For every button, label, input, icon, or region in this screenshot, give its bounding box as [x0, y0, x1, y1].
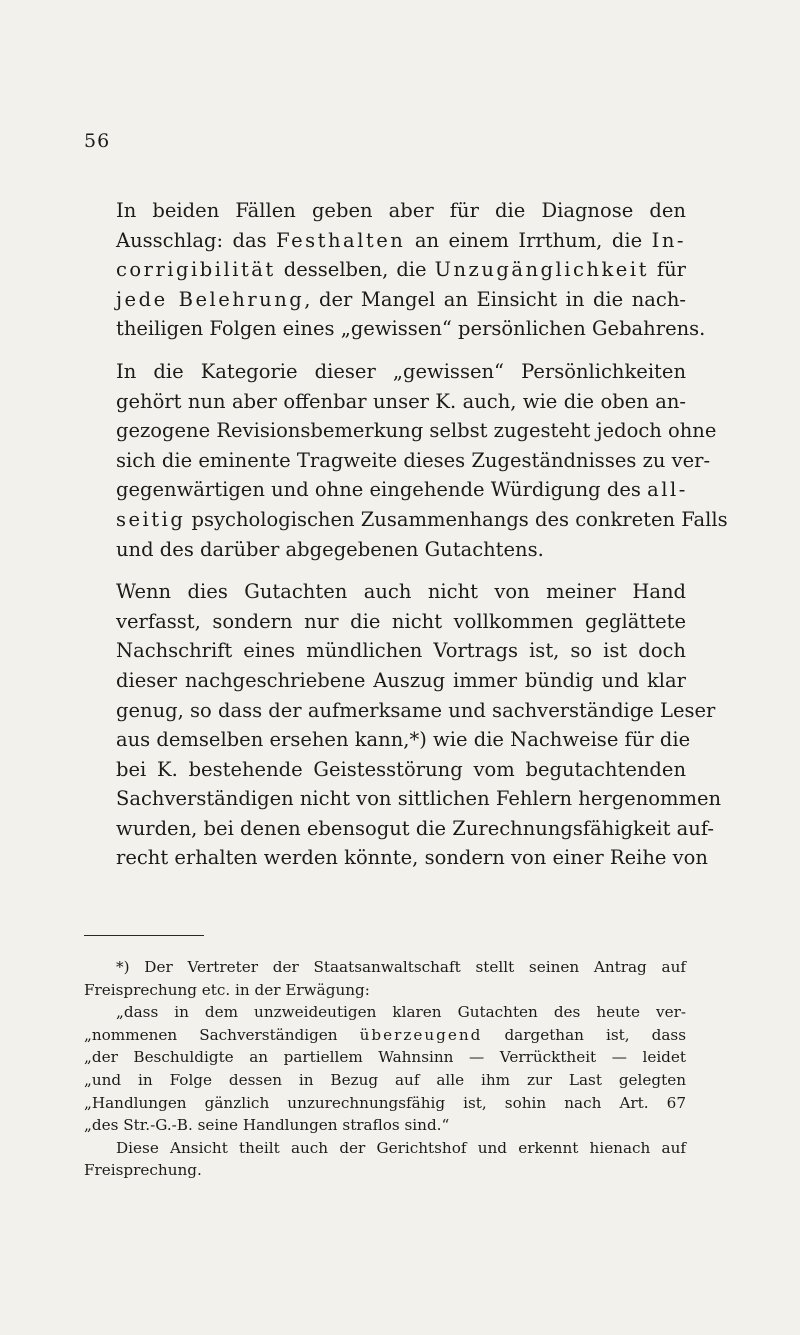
text-run: „nommenen Sachverständigen [84, 1025, 360, 1044]
text-run: und des darüber abgegebenen Gutachtens. [116, 537, 544, 561]
footnote-line [84, 1137, 686, 1160]
text-run: bei K. bestehende Geistesstörung vom begutachtenden [116, 757, 686, 781]
footnote-line [84, 1092, 686, 1115]
text-line [84, 607, 686, 637]
text-line [84, 577, 686, 607]
text-line [84, 505, 728, 535]
text-run: theiligen Folgen eines „gewissen“ persönlichen Gebahrens. [116, 317, 706, 341]
emphasized-text: jede Belehrung [116, 287, 305, 311]
text-line [84, 416, 717, 446]
footnote-line [84, 1114, 686, 1137]
text-run: gegenwärtigen und ohne eingehende Würdigung des [116, 478, 648, 502]
emphasized-text: all- [647, 478, 688, 502]
text-run: Nachschrift eines mündlichen Vortrags ist, so ist doch [116, 639, 686, 663]
text-line [84, 814, 714, 844]
text-run: desselben, die [275, 258, 435, 282]
text-run: Freisprechung etc. in der Erwägung: [84, 980, 370, 999]
text-run: recht erhalten werden könnte, sondern von einer Reihe von [116, 846, 708, 870]
text-run: für [648, 258, 686, 282]
footnote [84, 956, 686, 1182]
paragraph [84, 357, 728, 564]
text-line [84, 784, 722, 814]
emphasized-text: seitig [116, 507, 186, 531]
text-run: In die Kategorie dieser „gewissen“ Persönlichkeiten [116, 359, 686, 383]
text-line [84, 314, 706, 344]
text-run: Freisprechung. [84, 1161, 202, 1180]
footnote-line [84, 1159, 686, 1182]
text-line [84, 843, 708, 873]
text-run: „Handlungen gänzlich unzurechnungsfähig ist, sohin nach Art. 67 [84, 1093, 686, 1112]
text-run: verfasst, sondern nur die nicht vollkommen geglättete [116, 609, 686, 633]
text-line [84, 387, 686, 417]
text-line [84, 666, 686, 696]
text-line [84, 636, 686, 666]
text-line [84, 725, 691, 755]
text-line [84, 475, 686, 505]
emphasized-text: Unzugänglichkeit [434, 258, 649, 282]
text-line [84, 446, 711, 476]
emphasized-text: In- [651, 228, 686, 252]
text-line [84, 357, 686, 387]
text-run: aus demselben ersehen kann,*) wie die Nachweise für die [116, 728, 691, 752]
text-run: psychologischen Zusammenhangs des conkreten Falls [185, 507, 728, 531]
text-run: „und in Folge dessen in Bezug auf alle ihm zur Last gelegten [84, 1070, 686, 1089]
text-run: *) Der Vertreter der Staatsanwaltschaft stellt seinen Antrag auf [116, 958, 686, 976]
footnote-line [84, 1001, 686, 1024]
text-line [84, 226, 686, 256]
text-run: dargethan ist, dass [482, 1025, 686, 1044]
text-run: dieser nachgeschriebene Auszug immer bündig und klar [116, 668, 686, 692]
text-run: Diese Ansicht theilt auch der Gerichtshof und erkennt hienach auf [116, 1138, 686, 1157]
text-run: „dass in dem unzweideutigen klaren Gutachten des heute ver- [116, 1003, 686, 1022]
text-run: In beiden Fällen geben aber für die Diagnose den [116, 199, 686, 222]
footnote-line [84, 1046, 686, 1069]
page-number: 56 [84, 130, 111, 152]
text-run: wurden, bei denen ebensogut die Zurechnungsfähigkeit auf- [116, 816, 714, 840]
paragraph [84, 196, 706, 344]
text-run: Ausschlag: das [116, 228, 277, 252]
text-run: sich die eminente Tragweite dieses Zugeständnisses zu ver- [116, 448, 711, 472]
text-run: genug, so dass der aufmerksame und sachverständige Leser [116, 698, 716, 722]
footnote-divider [84, 935, 204, 936]
text-line [84, 535, 686, 565]
text-line [84, 696, 716, 726]
emphasized-text: corrigibilität [116, 258, 276, 282]
text-run: gezogene Revisionsbemerkung selbst zugesteht jedoch ohne [116, 419, 717, 443]
text-run: „der Beschuldigte an partiellem Wahnsinn — Verrücktheit — leidet [84, 1048, 686, 1067]
emphasized-text: Festhalten [276, 228, 406, 252]
text-run: , der Mangel an Einsicht in die nach- [304, 287, 686, 311]
text-line [84, 755, 686, 785]
footnote-line [84, 1024, 686, 1047]
main-text [84, 196, 728, 886]
text-run: Sachverständigen nicht von sittlichen Fehlern hergenommen [116, 787, 722, 811]
footnote-line [84, 1069, 686, 1092]
text-run: gehört nun aber offenbar unser K. auch, wie die oben an- [116, 389, 686, 413]
footnote-line [84, 979, 686, 1002]
text-line [84, 196, 686, 226]
emphasized-text: überzeugend [359, 1025, 483, 1044]
paragraph [84, 577, 722, 873]
text-run: Wenn dies Gutachten auch nicht von meiner Hand [116, 580, 686, 604]
footnote-line [84, 956, 686, 979]
text-line [84, 285, 686, 315]
text-run: „des Str.-G.-B. seine Handlungen straflos sind.“ [84, 1116, 450, 1135]
text-line [84, 255, 686, 285]
text-run: an einem Irrthum, die [405, 228, 652, 252]
